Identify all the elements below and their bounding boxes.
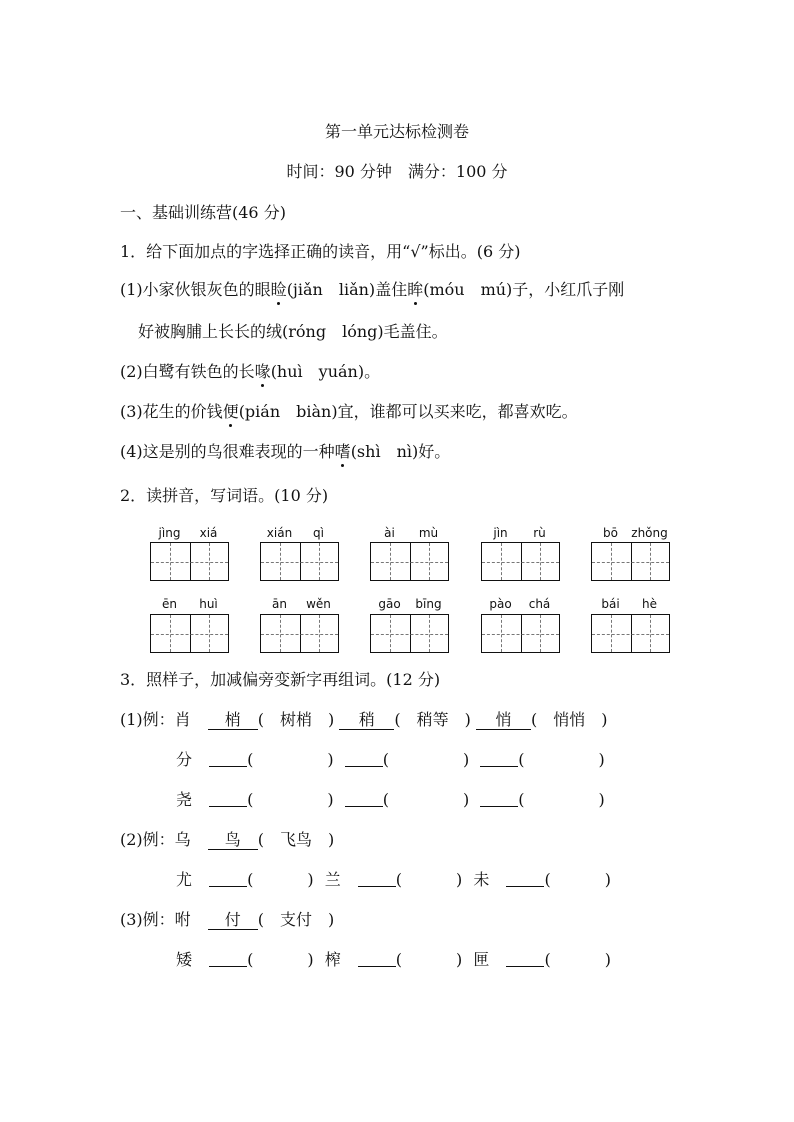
tianzige-box[interactable] — [260, 614, 339, 653]
answer-blank[interactable] — [209, 950, 247, 967]
q1-text: (1)小家伙银灰色的眼 — [120, 280, 271, 299]
pinyin-label: wěn — [306, 597, 331, 611]
paren: ) — [312, 830, 335, 849]
q3-example-2 — [120, 830, 334, 850]
tianzige-box[interactable] — [591, 614, 670, 653]
answer-blank[interactable] — [506, 870, 544, 887]
q3-title: 3．照样子，加减偏旁变新字再组词。(12 分) — [120, 670, 441, 689]
q1-options: (móu mú) — [423, 280, 513, 299]
section-title: 一、基础训练营(46 分) — [120, 203, 286, 222]
base-char: 榨 — [324, 950, 341, 969]
dotted-char: 嗜 — [334, 442, 351, 461]
q1-text: 宜，谁都可以买来吃，都喜欢吃。 — [337, 402, 578, 421]
q1-item-3 — [120, 402, 578, 422]
example-word: 树梢 — [280, 710, 313, 729]
q3-example-1 — [120, 710, 608, 730]
paren: ( — [394, 710, 417, 729]
q2-title: 2．读拼音，写词语。(10 分) — [120, 486, 329, 505]
pinyin-label: chá — [528, 597, 551, 611]
q1-item-1-cont — [138, 322, 448, 342]
answer-blank[interactable] — [345, 790, 383, 807]
q1-title: 1．给下面加点的字选择正确的读音，用“√”标出。(6 分) — [120, 242, 521, 261]
pinyin-label: pào — [489, 597, 512, 611]
dotted-char: 便 — [222, 402, 239, 421]
tianzige-box[interactable] — [150, 614, 229, 653]
pinyin-label: rù — [533, 526, 546, 540]
pinyin-label: zhǒng — [631, 526, 668, 540]
pinyin-label: hè — [642, 597, 657, 611]
q1-text: (2)白鹭有铁色的长 — [120, 362, 255, 381]
q1-options: (pián biàn) — [238, 402, 338, 421]
paren: ) — [312, 710, 335, 729]
pinyin-label: ài — [384, 526, 395, 540]
answer-blank[interactable] — [480, 790, 518, 807]
example-answer: 付 — [208, 911, 258, 930]
example-word: 稍等 — [416, 710, 449, 729]
q1-item-1 — [120, 280, 624, 300]
q1-options: (jiǎn liǎn) — [286, 280, 376, 299]
pinyin-label: ān — [272, 597, 287, 611]
q1-text: (4)这是别的鸟很难表现的一种 — [120, 442, 335, 461]
dotted-char: 眸 — [407, 280, 424, 299]
tianzige-box[interactable] — [370, 542, 449, 581]
paren: ( — [257, 710, 281, 729]
q1-text: 。 — [364, 362, 381, 381]
base-char: 分 — [176, 750, 193, 769]
paren: ( — [257, 830, 281, 849]
pinyin-label: ēn — [162, 597, 177, 611]
answer-blank[interactable] — [209, 790, 247, 807]
example-answer: 梢 — [208, 711, 258, 730]
q1-text: 盖住 — [375, 280, 408, 299]
tianzige-box[interactable] — [150, 542, 229, 581]
dotted-char: 睑 — [270, 280, 287, 299]
pinyin-label: bō — [603, 526, 618, 540]
pinyin-label: huì — [199, 597, 218, 611]
q3-row-2: 尤 ( ) 兰 ( ) 未 ( ) — [176, 870, 611, 889]
base-char: 未 — [473, 870, 490, 889]
pinyin-label: jìng — [158, 526, 181, 540]
pinyin-label: qì — [313, 526, 324, 540]
example-answer: 悄 — [476, 711, 531, 730]
q1-text: 子，小红爪子刚 — [512, 280, 625, 299]
dotted-char: 喙 — [254, 362, 271, 381]
tianzige-box[interactable] — [481, 542, 560, 581]
q1-text: (3)花生的价钱 — [120, 402, 223, 421]
base-char: 矮 — [176, 950, 193, 969]
page-title: 第一单元达标检测卷 — [324, 122, 469, 141]
pinyin-label: jìn — [493, 526, 508, 540]
example-word: 飞鸟 — [280, 830, 313, 849]
example-label: (1)例：肖 — [120, 710, 191, 729]
page-subtitle: 时间：90 分钟 满分：100 分 — [286, 162, 508, 181]
pinyin-label: gāo — [378, 597, 401, 611]
paren: ) — [448, 710, 471, 729]
answer-blank[interactable] — [480, 750, 518, 767]
q1-options: (huì yuán) — [270, 362, 365, 381]
q1-options: (shì nì) — [350, 442, 419, 461]
pinyin-label: bīng — [415, 597, 442, 611]
example-word: 支付 — [280, 910, 313, 929]
base-char: 兰 — [324, 870, 341, 889]
paren: ) — [585, 710, 608, 729]
base-char: 尤 — [176, 870, 193, 889]
pinyin-label: xiá — [199, 526, 218, 540]
answer-blank[interactable] — [506, 950, 544, 967]
q3-example-3 — [120, 910, 334, 930]
example-answer: 稍 — [339, 711, 394, 730]
answer-blank[interactable] — [209, 870, 247, 887]
answer-blank[interactable] — [209, 750, 247, 767]
q3-row-1a: 分 ( ) ( ) ( ) — [176, 750, 605, 769]
pinyin-label: mù — [418, 526, 439, 540]
tianzige-box[interactable] — [591, 542, 670, 581]
example-label: (2)例：乌 — [120, 830, 191, 849]
q1-text: 毛盖住。 — [383, 322, 448, 341]
q1-item-2 — [120, 362, 380, 382]
example-word: 悄悄 — [553, 710, 586, 729]
base-char: 匣 — [473, 950, 490, 969]
q1-text: 好被胸脯上长长的 — [138, 322, 267, 341]
base-char: 尧 — [176, 790, 193, 809]
answer-blank[interactable] — [358, 950, 396, 967]
example-label: (3)例：咐 — [120, 910, 191, 929]
tianzige-box[interactable] — [481, 614, 560, 653]
example-answer: 鸟 — [208, 831, 258, 850]
pinyin-label: xián — [266, 526, 293, 540]
q1-char: 绒 — [266, 322, 283, 341]
paren: ( — [257, 910, 281, 929]
paren: ) — [312, 910, 335, 929]
q3-row-1b: 尧 ( ) ( ) ( ) — [176, 790, 605, 809]
answer-blank[interactable] — [345, 750, 383, 767]
q1-options: (róng lóng) — [282, 322, 384, 341]
q1-text: 好。 — [418, 442, 451, 461]
tianzige-box[interactable] — [370, 614, 449, 653]
q3-row-3: 矮 ( ) 榨 ( ) 匣 ( ) — [176, 950, 611, 969]
paren: ( — [530, 710, 554, 729]
pinyin-label: bái — [601, 597, 620, 611]
tianzige-box[interactable] — [260, 542, 339, 581]
q1-item-4 — [120, 442, 450, 462]
answer-blank[interactable] — [358, 870, 396, 887]
